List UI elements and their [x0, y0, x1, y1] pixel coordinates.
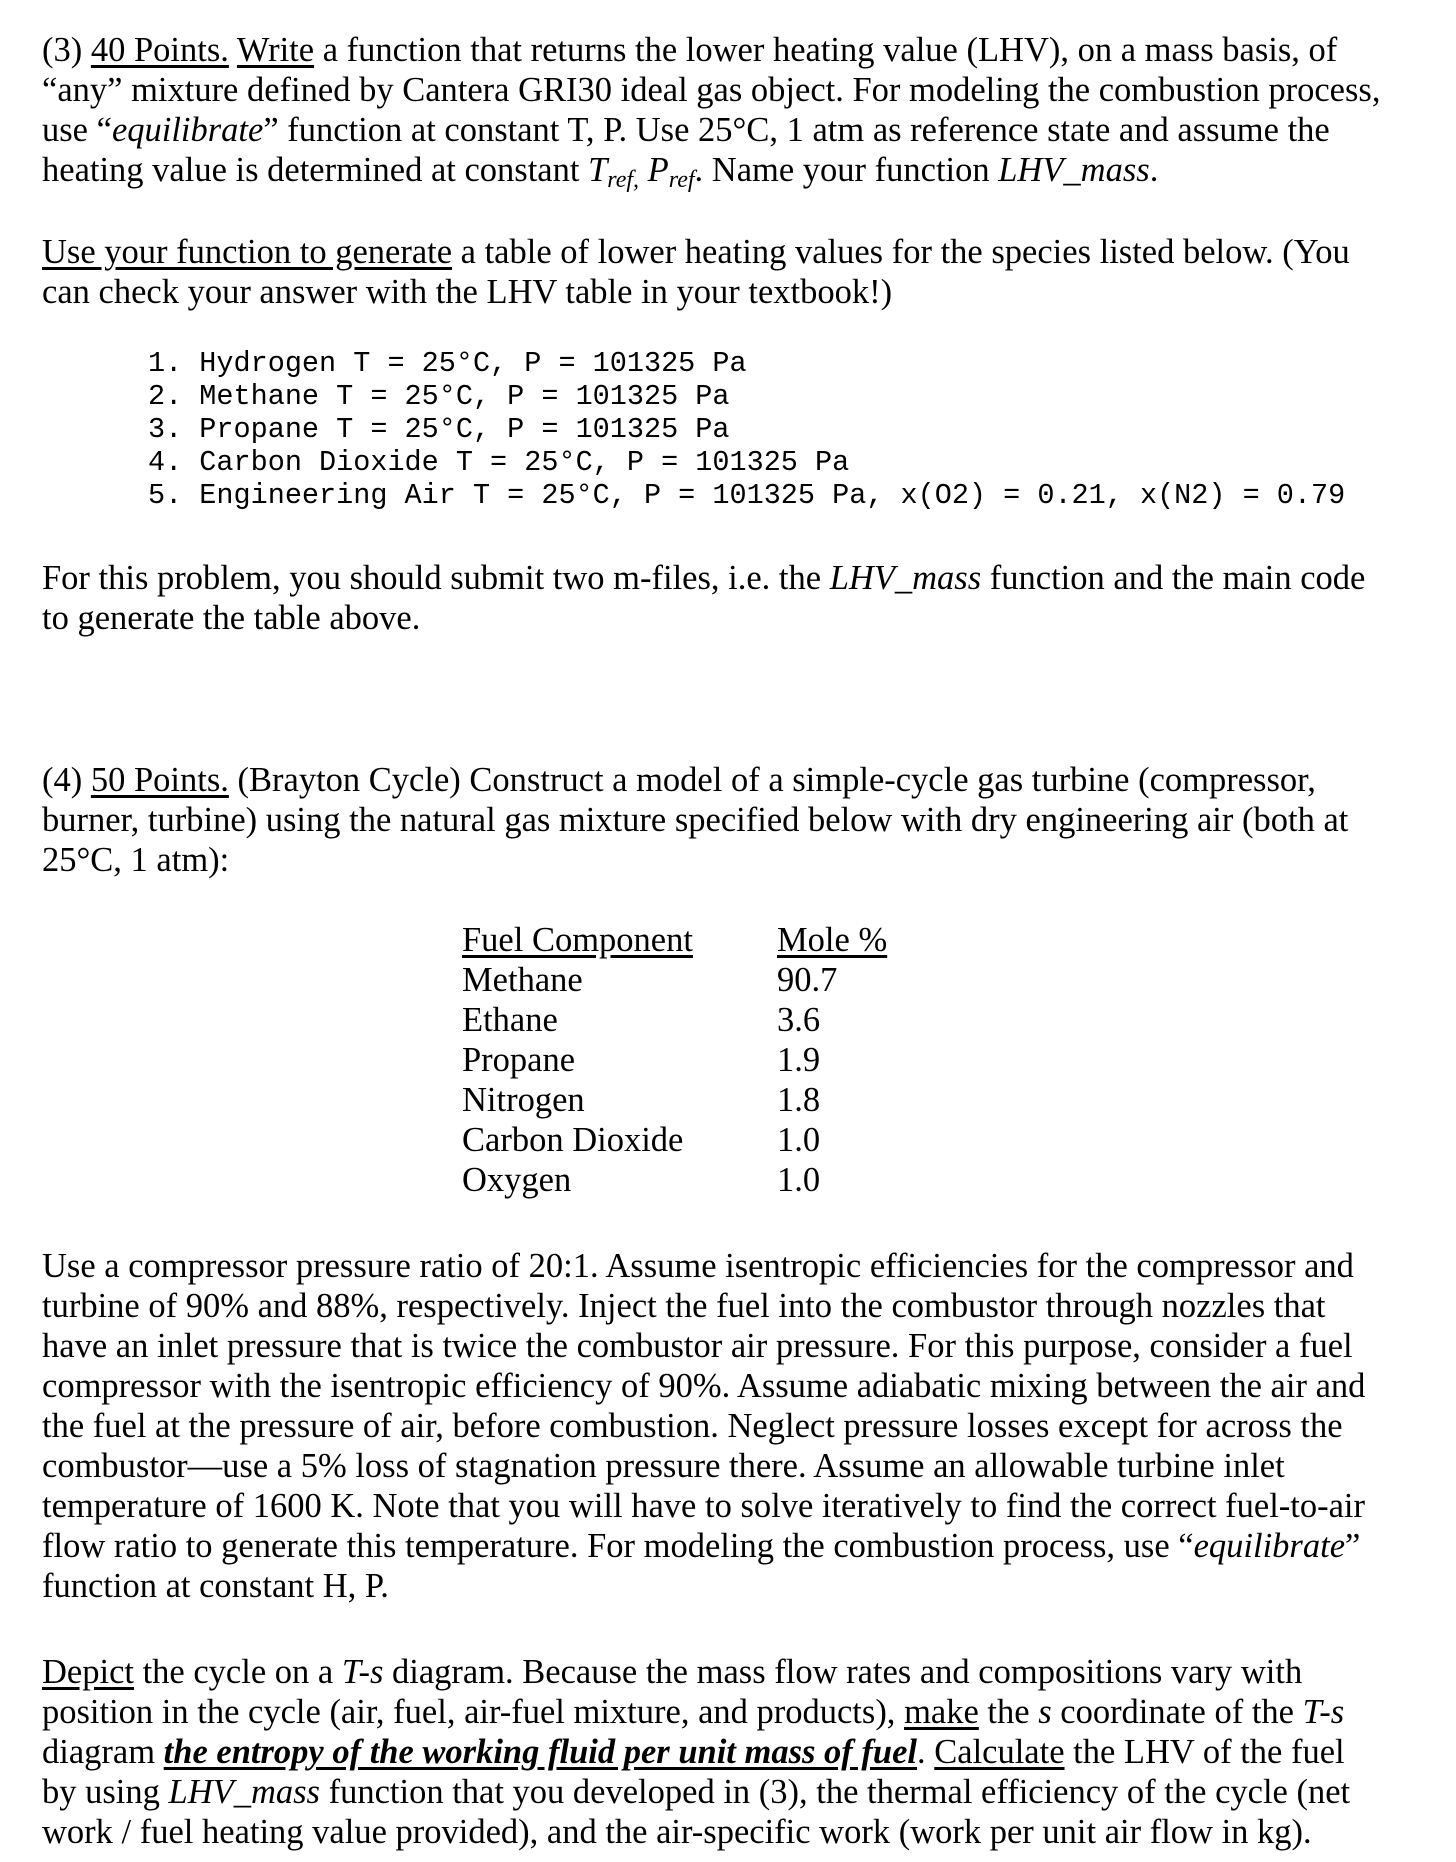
column-header: Mole %: [777, 921, 888, 959]
fuel-composition-table: [462, 920, 887, 1200]
table-row: Propane 1.9: [462, 1041, 821, 1079]
p3-line-2: “any” mixture defined by Cantera GRI30 ideal gas object. For modeling the combustion process,: [42, 71, 1381, 109]
table-row: Ethane 3.6: [462, 1001, 821, 1039]
species-list: [148, 347, 1345, 512]
problem-4-statement: (4) 50 Points. (Brayton Cycle) Construct a model of a simple-cycle gas turbine (compressor, burner, turbine) using the natural gas mixture specified below with dry engineering air (both at 25°C, 1 atm):: [42, 761, 1349, 879]
table-row: Oxygen 1.0: [462, 1161, 821, 1199]
emphasis-text: the entropy of the working fluid per unit mass of fuel: [163, 1733, 917, 1771]
p3-line-1: (3) 40 Points. Write a function that returns the lower heating value (LHV), on a mass basis, of: [42, 31, 1338, 69]
problem-4-assumptions: Use a compressor pressure ratio of 20:1. Assume isentropic efficiencies for the compressor and turbine of 90% and 88%, respectively. Inject the fuel into the combustor through nozzles that have an inlet pressure that is twice the combustor air pressure. For this purpose, consider a fuel compressor with the isentropic efficiency of 90%. Assume adiabatic mixing between the air and the fuel at the pressure of air, before combustion. Neglect pressure losses except for across the combustor—use a 5% loss of stagnation pressure there. Assume an allowable turbine inlet temperature of 1600 K. Note that you will have to solve iteratively to find the correct fuel-to-air flow ratio to generate this temperature. For modeling the combustion process, use “equilibrate” function at constant H, P.: [42, 1247, 1366, 1605]
list-item: 3. Propane T = 25°C, P = 101325 Pa: [148, 413, 730, 446]
points-label: 50 Points.: [90, 761, 229, 799]
column-header: Fuel Component: [462, 921, 693, 959]
table-row: Nitrogen 1.8: [462, 1081, 821, 1119]
list-item: 5. Engineering Air T = 25°C, P = 101325 Pa, x(O2) = 0.21, x(N2) = 0.79: [148, 479, 1346, 512]
table-header-row: [462, 920, 887, 960]
problem-4-deliverables: Depict the cycle on a T-s diagram. Because the mass flow rates and compositions vary with position in the cycle (air, fuel, air-fuel mixture, and products), make the s coordinate of the T-s diagram the entropy of the working fluid per unit mass of fuel. Calculate the LHV of the fuel by using LHV_mass function that you developed in (3), the thermal efficiency of the cycle (net work / fuel heating value provided), and the air-specific work (work per unit air flow in kg).: [42, 1653, 1351, 1851]
submission-note: For this problem, you should submit two m-files, i.e. the LHV_mass function and the main code to generate the table above.: [42, 559, 1366, 637]
write-verb: Write: [236, 31, 315, 69]
function-name: LHV_mass: [998, 151, 1150, 189]
table-row: Methane 90.7: [462, 961, 838, 999]
list-item: 2. Methane T = 25°C, P = 101325 Pa: [148, 380, 730, 413]
table-row: Carbon Dioxide 1.0: [462, 1121, 821, 1159]
problem-3-statement: [42, 30, 1414, 200]
p3-line-3: use “equilibrate” function at constant T, P. Use 25°C, 1 atm as reference state and assume the: [42, 111, 1330, 149]
p3-line-4: heating value is determined at constant $T_{ref,}$ $P_{ref}$. Name your function LHV_mass.: [42, 151, 1159, 193]
list-item: 4. Carbon Dioxide T = 25°C, P = 101325 Pa: [148, 446, 850, 479]
list-item: 1. Hydrogen T = 25°C, P = 101325 Pa: [148, 347, 747, 380]
problem-3-table-instruction: Use your function to generate a table of lower heating values for the species listed below. (You can check your answer with the LHV table in your textbook!): [42, 233, 1350, 311]
points-label: 40 Points.: [90, 31, 229, 69]
